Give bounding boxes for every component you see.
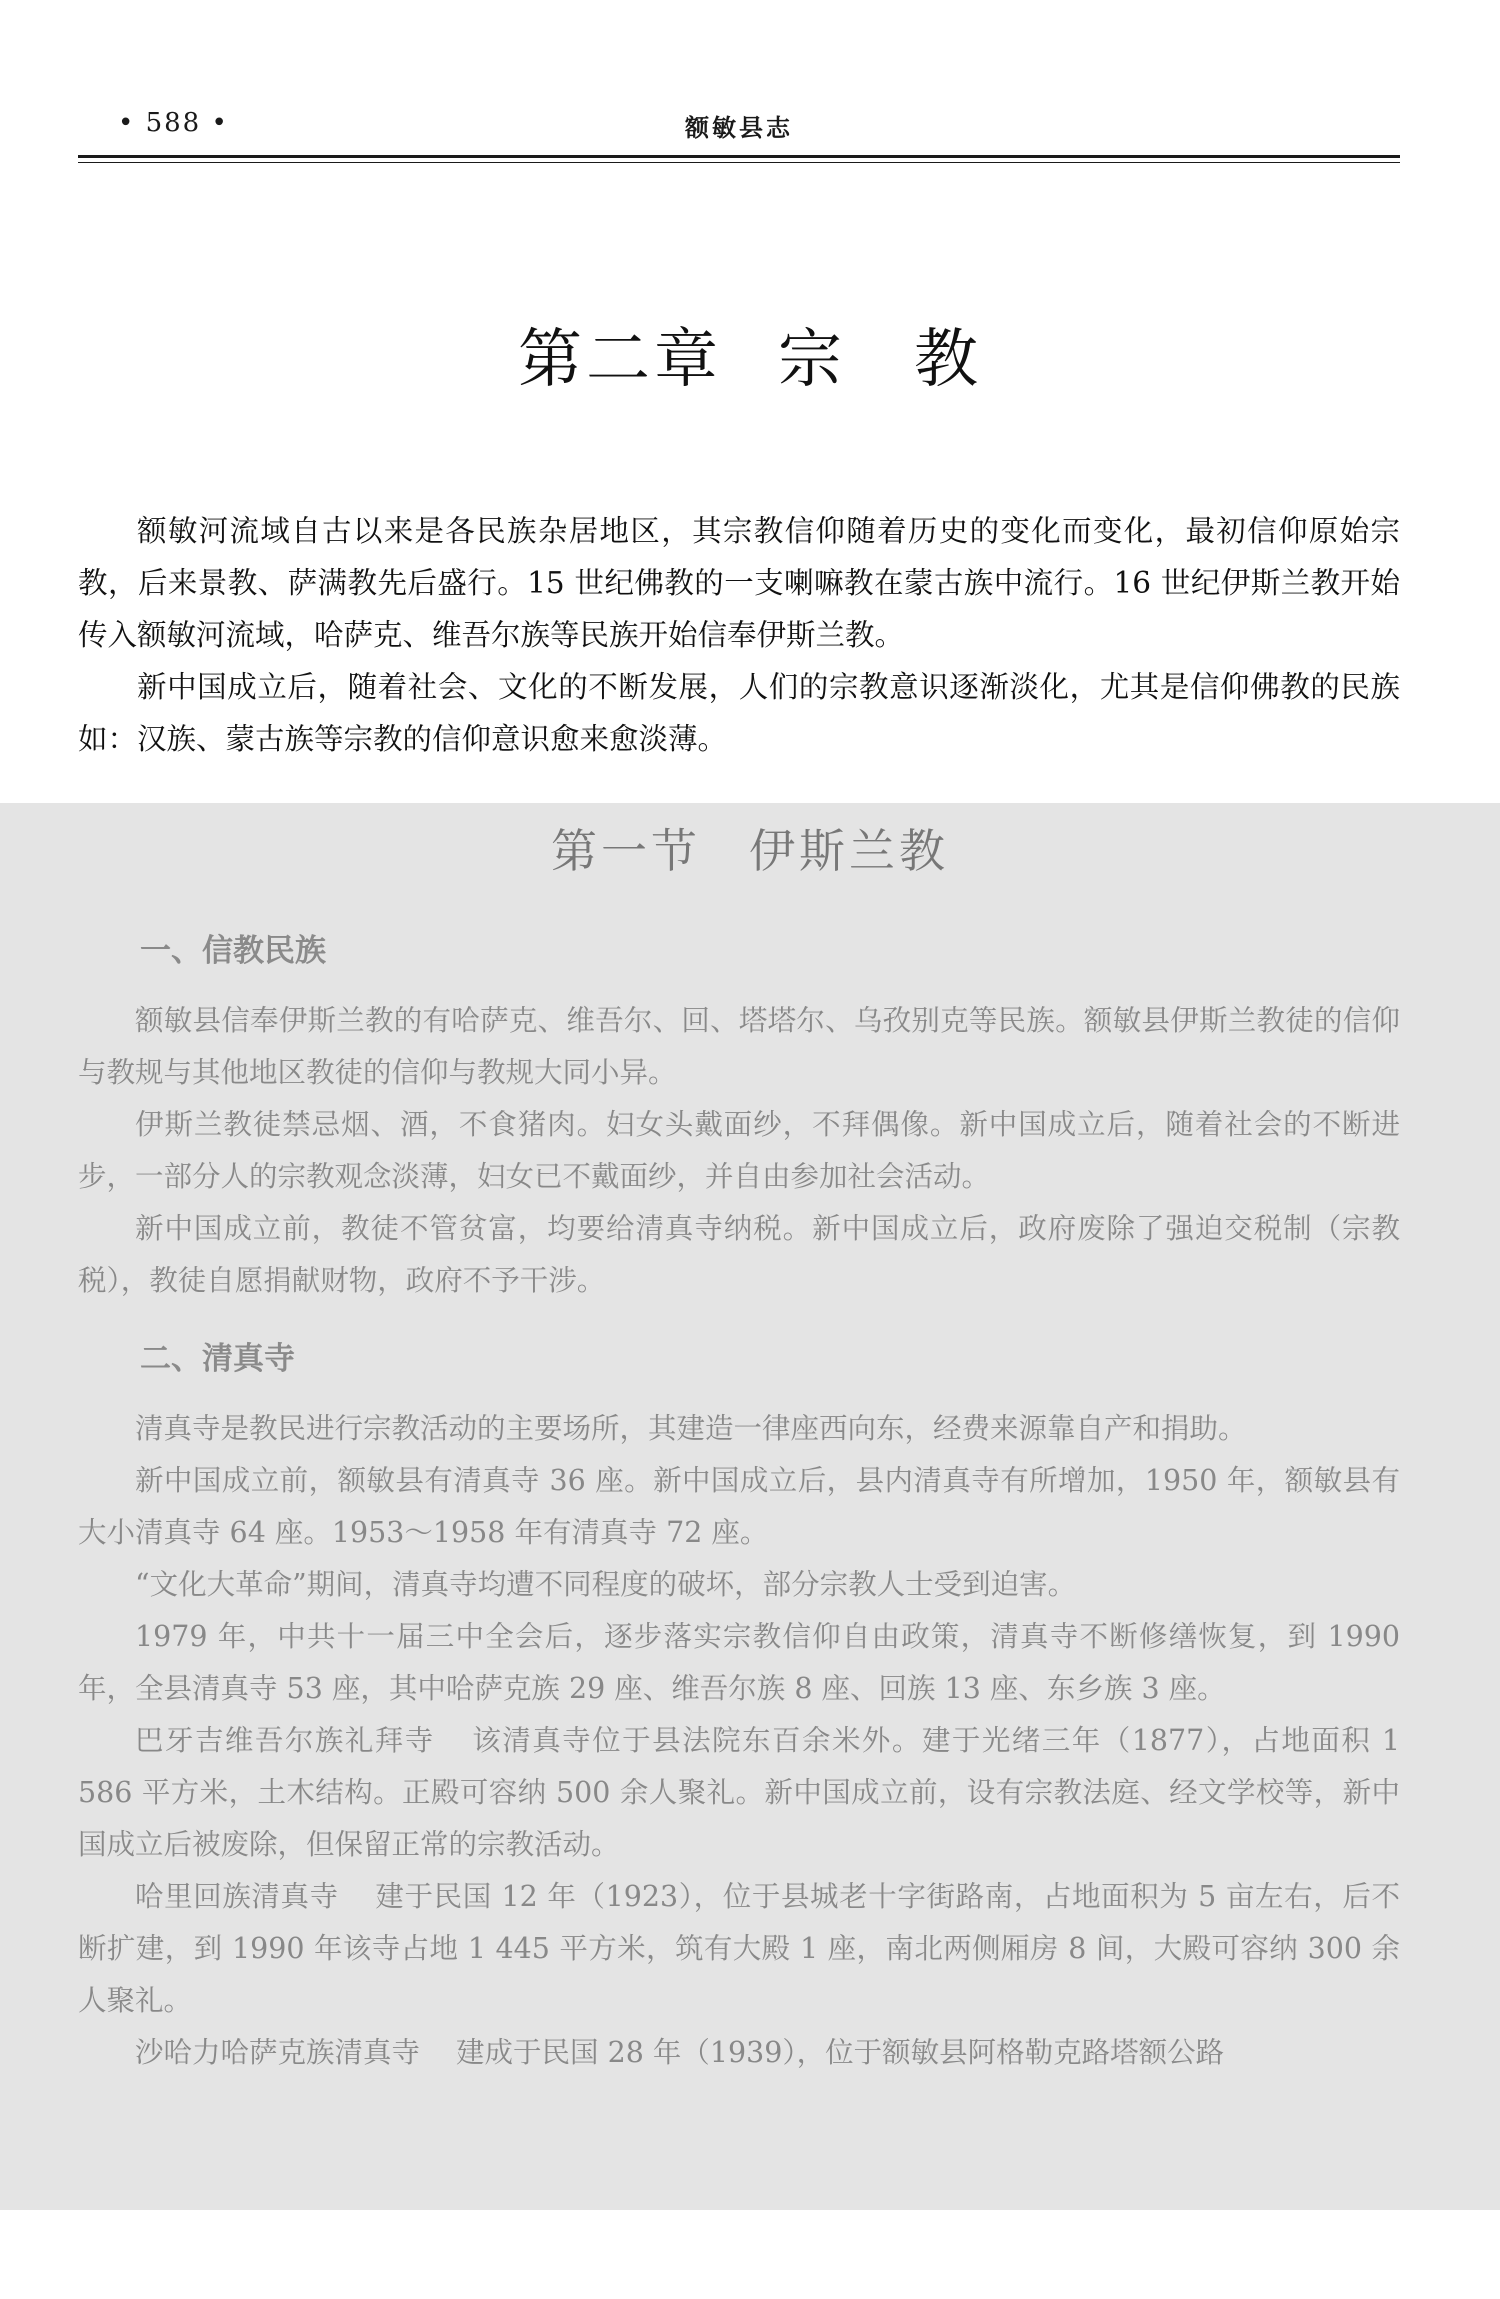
subsection-heading: 一、信教民族 [140, 933, 326, 969]
mosque-entry [78, 1715, 1400, 1871]
section-body [78, 925, 1400, 2079]
body-paragraph: 伊斯兰教徒禁忌烟、酒，不食猪肉。妇女头戴面纱，不拜偶像。新中国成立后，随着社会的不断进步，一部分人的宗教观念淡薄，妇女已不戴面纱，并自由参加社会活动。 [78, 1108, 1400, 1193]
intro-paragraph: 额敏河流域自古以来是各民族杂居地区，其宗教信仰随着历史的变化而变化，最初信仰原始宗教，后来景教、萨满教先后盛行。15 世纪佛教的一支喇嘛教在蒙古族中流行。16 世纪伊斯兰教开始传入额敏河流域，哈萨克、维吾尔族等民族开始信奉伊斯兰教。 [78, 514, 1400, 652]
running-title: 额敏县志 [685, 113, 793, 142]
body-paragraph: 额敏县信奉伊斯兰教的有哈萨克、维吾尔、回、塔塔尔、乌孜别克等民族。额敏县伊斯兰教徒的信仰与教规与其他地区教徒的信仰与教规大同小异。 [78, 1004, 1400, 1089]
header-rule-thick [78, 155, 1400, 158]
page-number: • 588 • [118, 108, 229, 138]
body-paragraph: 清真寺是教民进行宗教活动的主要场所，其建造一律座西向东，经费来源靠自产和捐助。 [135, 1412, 1247, 1445]
mosque-name: 巴牙吉维吾尔族礼拜寺 [135, 1724, 435, 1757]
body-paragraph: 1979 年，中共十一届三中全会后，逐步落实宗教信仰自由政策，清真寺不断修缮恢复，到 1990 年，全县清真寺 53 座，其中哈萨克族 29 座、维吾尔族 8 座、回族 13 座、东乡族 3 座。 [78, 1620, 1400, 1705]
chapter-intro [78, 505, 1400, 765]
mosque-description: 建于民国 12 年（1923），位于县城老十字街路南，占地面积为 5 亩左右，后不断扩建，到 1990 年该寺占地 1 445 平方米，筑有大殿 1 座，南北两侧厢房 8 间，大殿可容纳 300 余人聚礼。 [78, 1880, 1400, 2017]
chapter-name: 宗 教 [778, 323, 982, 397]
mosque-entry [78, 1871, 1400, 2027]
intro-paragraph: 新中国成立后，随着社会、文化的不断发展，人们的宗教意识逐渐淡化，尤其是信仰佛教的民族如：汉族、蒙古族等宗教的信仰意识愈来愈淡薄。 [78, 670, 1400, 756]
body-paragraph: 新中国成立前，教徒不管贫富，均要给清真寺纳税。新中国成立后，政府废除了强迫交税制（宗教税），教徒自愿捐献财物，政府不予干涉。 [78, 1212, 1400, 1297]
section-title [0, 815, 1500, 881]
subsection-heading: 二、清真寺 [140, 1341, 295, 1377]
chapter-number: 第二章 [518, 323, 722, 397]
mosque-name: 沙哈力哈萨克族清真寺 [135, 2036, 421, 2069]
body-paragraph: “文化大革命”期间，清真寺均遭不同程度的破坏，部分宗教人士受到迫害。 [135, 1568, 1077, 1601]
section-name: 伊斯兰教 [749, 824, 949, 878]
body-paragraph: 新中国成立前，额敏县有清真寺 36 座。新中国成立后，县内清真寺有所增加，1950 年，额敏县有大小清真寺 64 座。1953～1958 年有清真寺 72 座。 [78, 1464, 1400, 1549]
section-number: 第一节 [551, 824, 701, 878]
page-header [78, 108, 1400, 148]
mosque-entry [78, 2027, 1400, 2079]
mosque-description: 建成于民国 28 年（1939），位于额敏县阿格勒克路塔额公路 [456, 2036, 1225, 2069]
mosque-name: 哈里回族清真寺 [135, 1880, 339, 1913]
mosque-description: 该清真寺位于县法院东百余米外。建于光绪三年（1877），占地面积 1 586 平方米，土木结构。正殿可容纳 500 余人聚礼。新中国成立前，设有宗教法庭、经文学校等，新中国成立后被废除，但保留正常的宗教活动。 [78, 1724, 1400, 1861]
header-rule-thin [78, 162, 1400, 163]
chapter-title [0, 308, 1500, 400]
